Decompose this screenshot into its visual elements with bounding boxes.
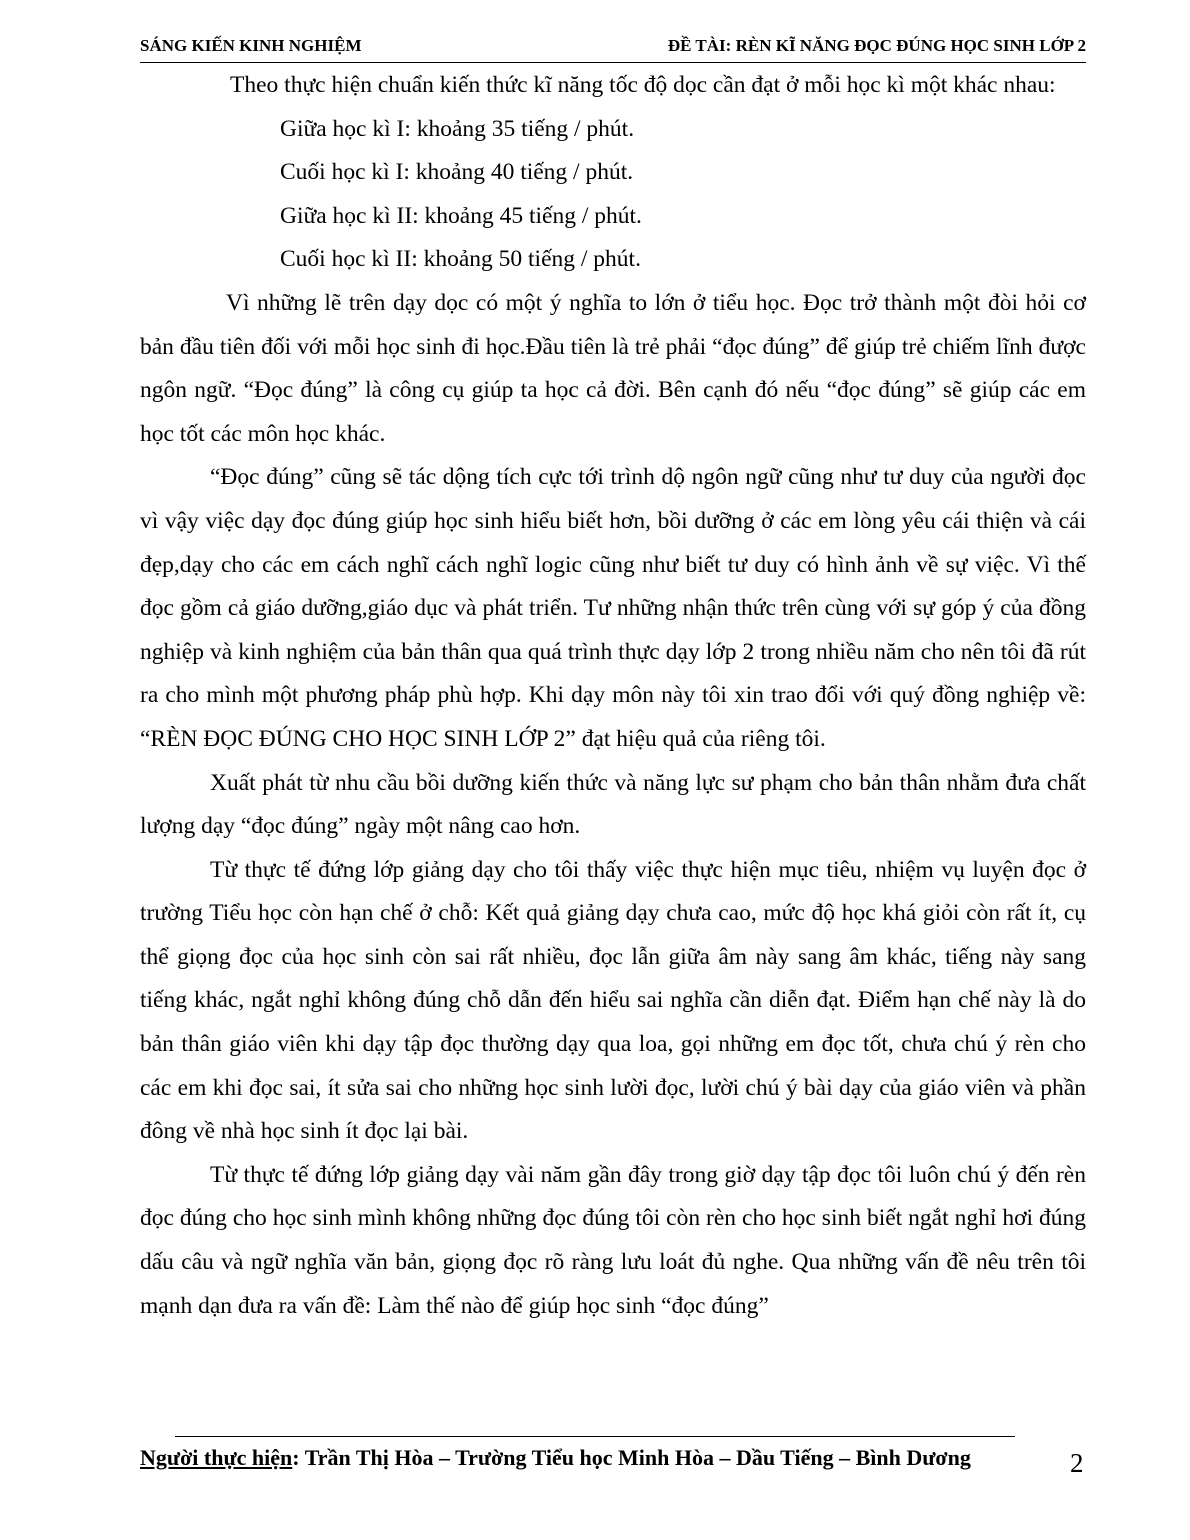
speed-item-1: Giữa học kì I: khoảng 35 tiếng / phút. [280, 115, 635, 142]
page-header [140, 34, 1086, 63]
paragraph-3: Xuất phát từ nhu cầu bồi dưỡng kiến thức và năng lực sư phạm cho bản thân nhằm đưa chất lượng dạy “đọc đúng” ngày một nâng cao hơn. [140, 769, 1086, 840]
speed-item-4: Cuối học kì II: khoảng 50 tiếng / phút. [280, 246, 641, 273]
footer-divider [175, 1436, 1015, 1437]
speed-item-3: Giữa học kì II: khoảng 45 tiếng / phút. [280, 202, 642, 229]
paragraph-4: Từ thực tế đứng lớp giảng dạy cho tôi thấy việc thực hiện mục tiêu, nhiệm vụ luyện đọc ở trường Tiểu học còn hạn chế ở chỗ: Kết quả giảng dạy chưa cao, mức độ học khá giỏi còn rất ít, cụ thể giọng đọc của học sinh còn sai rất nhiều, đọc lẫn giữa âm này sang âm khác, tiếng này sang tiếng khác, ngắt nghỉ không đúng chỗ dẫn đến hiểu sai nghĩa cần diễn đạt. Điểm hạn chế này là do bản thân giáo viên khi dạy tập đọc thường dạy qua loa, gọi những em đọc tốt, chưa chú ý rèn cho các em khi đọc sai, ít sửa sai cho những học sinh lười đọc, lười chú ý bài dạy của giáo viên và phần đông về nhà học sinh ít đọc lại bài. [140, 856, 1086, 1145]
page-number: 2 [1070, 1448, 1084, 1478]
header-right-title: ĐỀ TÀI: RÈN KĨ NĂNG ĐỌC ĐÚNG HỌC SINH LỚP 2 [667, 36, 1086, 55]
paragraph-2: “Đọc đúng” cũng sẽ tác dộng tích cực tới trình dộ ngôn ngữ cũng như tư duy của người đọc vì vậy việc dạy đọc đúng giúp học sinh hiểu biết hơn, bồi dưỡng ở các em lòng yêu cái thiện và cái đẹp,dạy cho các em cách nghĩ cách nghĩ logic cũng như biết tư duy có hình ảnh về sự việc. Vì thế đọc gồm cả giáo dưỡng,giáo dục và phát triển. Tư những nhận thức trên cùng với sự góp ý của đồng nghiệp và kinh nghiệm của bản thân qua quá trình thực dạy lớp 2 trong nhiều năm cho nên tôi đã rút ra cho mình một phương pháp phù hợp. Khi dạy môn này tôi xin trao đổi với quý đồng nghiệp về: “RÈN ĐỌC ĐÚNG CHO HỌC SINH LỚP 2” đạt hiệu quả của riêng tôi. [140, 464, 1086, 752]
intro-paragraph: Theo thực hiện chuẩn kiến thức kĩ năng tốc độ dọc cần đạt ở mỗi học kì một khác nhau: [230, 72, 1056, 98]
page-footer [140, 1445, 971, 1471]
speed-item-2: Cuối học kì I: khoảng 40 tiếng / phút. [280, 159, 634, 186]
header-left-title: SÁNG KIẾN KINH NGHIỆM [140, 36, 362, 55]
document-body [140, 64, 1086, 1328]
footer-author-text: : Trần Thị Hòa – Trường Tiểu học Minh Hòa – Dầu Tiếng – Bình Dương [292, 1445, 971, 1470]
paragraph-1: Vì những lẽ trên dạy dọc có một ý nghĩa to lớn ở tiểu học. Đọc trở thành một đòi hỏi cơ bản đầu tiên đối với mỗi học sinh đi học.Đầu tiên là trẻ phải “đọc đúng” để giúp trẻ chiếm lĩnh được ngôn ngữ. “Đọc đúng” là công cụ giúp ta học cả đời. Bên cạnh đó nếu “đọc đúng” sẽ giúp các em học tốt các môn học khác. [140, 289, 1086, 447]
paragraph-5: Từ thực tế đứng lớp giảng dạy vài năm gần đây trong giờ dạy tập đọc tôi luôn chú ý đến rèn đọc đúng cho học sinh mình không những đọc đúng tôi còn rèn cho học sinh biết ngắt nghỉ hơi đúng dấu câu và ngữ nghĩa văn bản, giọng đọc rõ ràng lưu loát đủ nghe. Qua những vấn đề nêu trên tôi mạnh dạn đưa ra vấn đề: Làm thế nào để giúp học sinh “đọc đúng” [140, 1161, 1086, 1319]
footer-author-label: Người thực hiện [140, 1445, 293, 1470]
